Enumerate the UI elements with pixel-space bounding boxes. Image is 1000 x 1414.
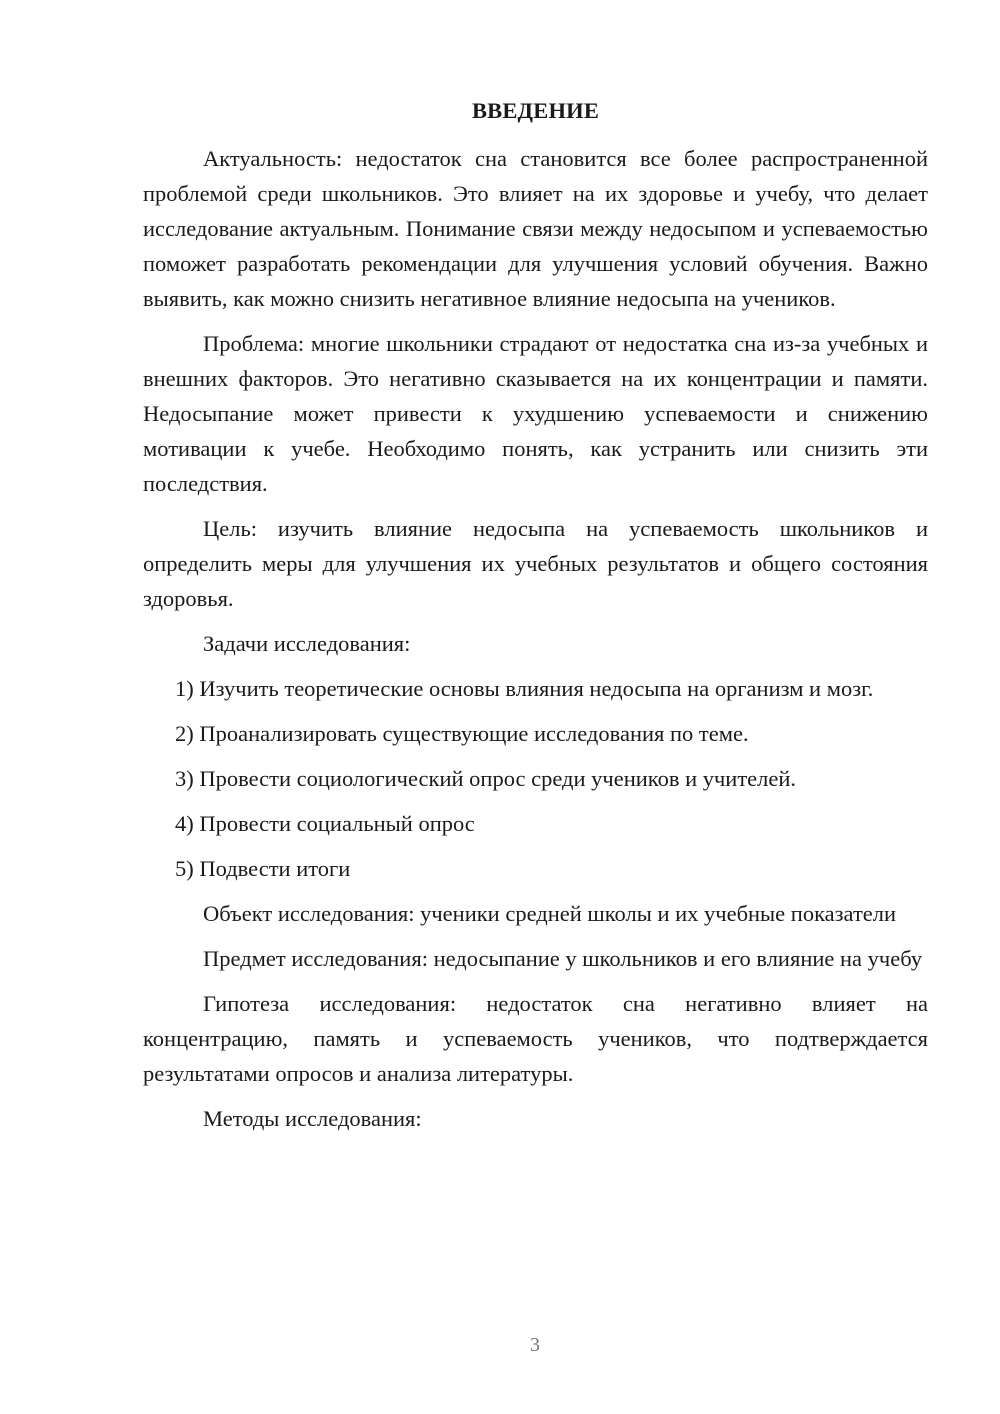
page-content xyxy=(143,96,928,1146)
task-item-3: 3) Провести социологический опрос среди учеников и учителей. xyxy=(175,766,797,791)
paragraph-goal: Цель: изучить влияние недосыпа на успеваемость школьников и определить меры для улучшения их учебных результатов и общего состояния здоровья. xyxy=(143,516,928,611)
task-item-5: 5) Подвести итоги xyxy=(175,856,351,881)
methods-heading: Методы исследования: xyxy=(203,1106,422,1131)
section-title: ВВЕДЕНИЕ xyxy=(471,98,600,123)
paragraph-subject: Предмет исследования: недосыпание у школьников и его влияние на учебу xyxy=(203,946,923,971)
paragraph-hypothesis: Гипотеза исследования: недостаток сна негативно влияет на концентрацию, память и успеваемость учеников, что подтверждается результатами опросов и анализа литературы. xyxy=(143,991,928,1086)
tasks-heading: Задачи исследования: xyxy=(203,631,411,656)
tasks-list xyxy=(143,671,928,886)
task-item-1: 1) Изучить теоретические основы влияния недосыпа на организм и мозг. xyxy=(175,676,874,701)
paragraph-problem: Проблема: многие школьники страдают от недостатка сна из-за учебных и внешних факторов. Это негативно сказывается на их концентрации и памяти. Недосыпание может привести к ухудшению успеваемости и снижению мотивации к учебе. Необходимо понять, как устранить или снизить эти последствия. xyxy=(143,331,928,496)
page-number: 3 xyxy=(530,1334,540,1356)
task-item-2: 2) Проанализировать существующие исследования по теме. xyxy=(175,721,749,746)
paragraph-relevance: Актуальность: недостаток сна становится все более распространенной проблемой среди школьников. Это влияет на их здоровье и учебу, что делает исследование актуальным. Понимание связи между недосыпом и успеваемостью поможет разработать рекомендации для улучшения условий обучения. Важно выявить, как можно снизить негативное влияние недосыпа на учеников. xyxy=(143,146,928,311)
task-item-4: 4) Провести социальный опрос xyxy=(175,811,475,836)
paragraph-object: Объект исследования: ученики средней школы и их учебные показатели xyxy=(203,901,897,926)
